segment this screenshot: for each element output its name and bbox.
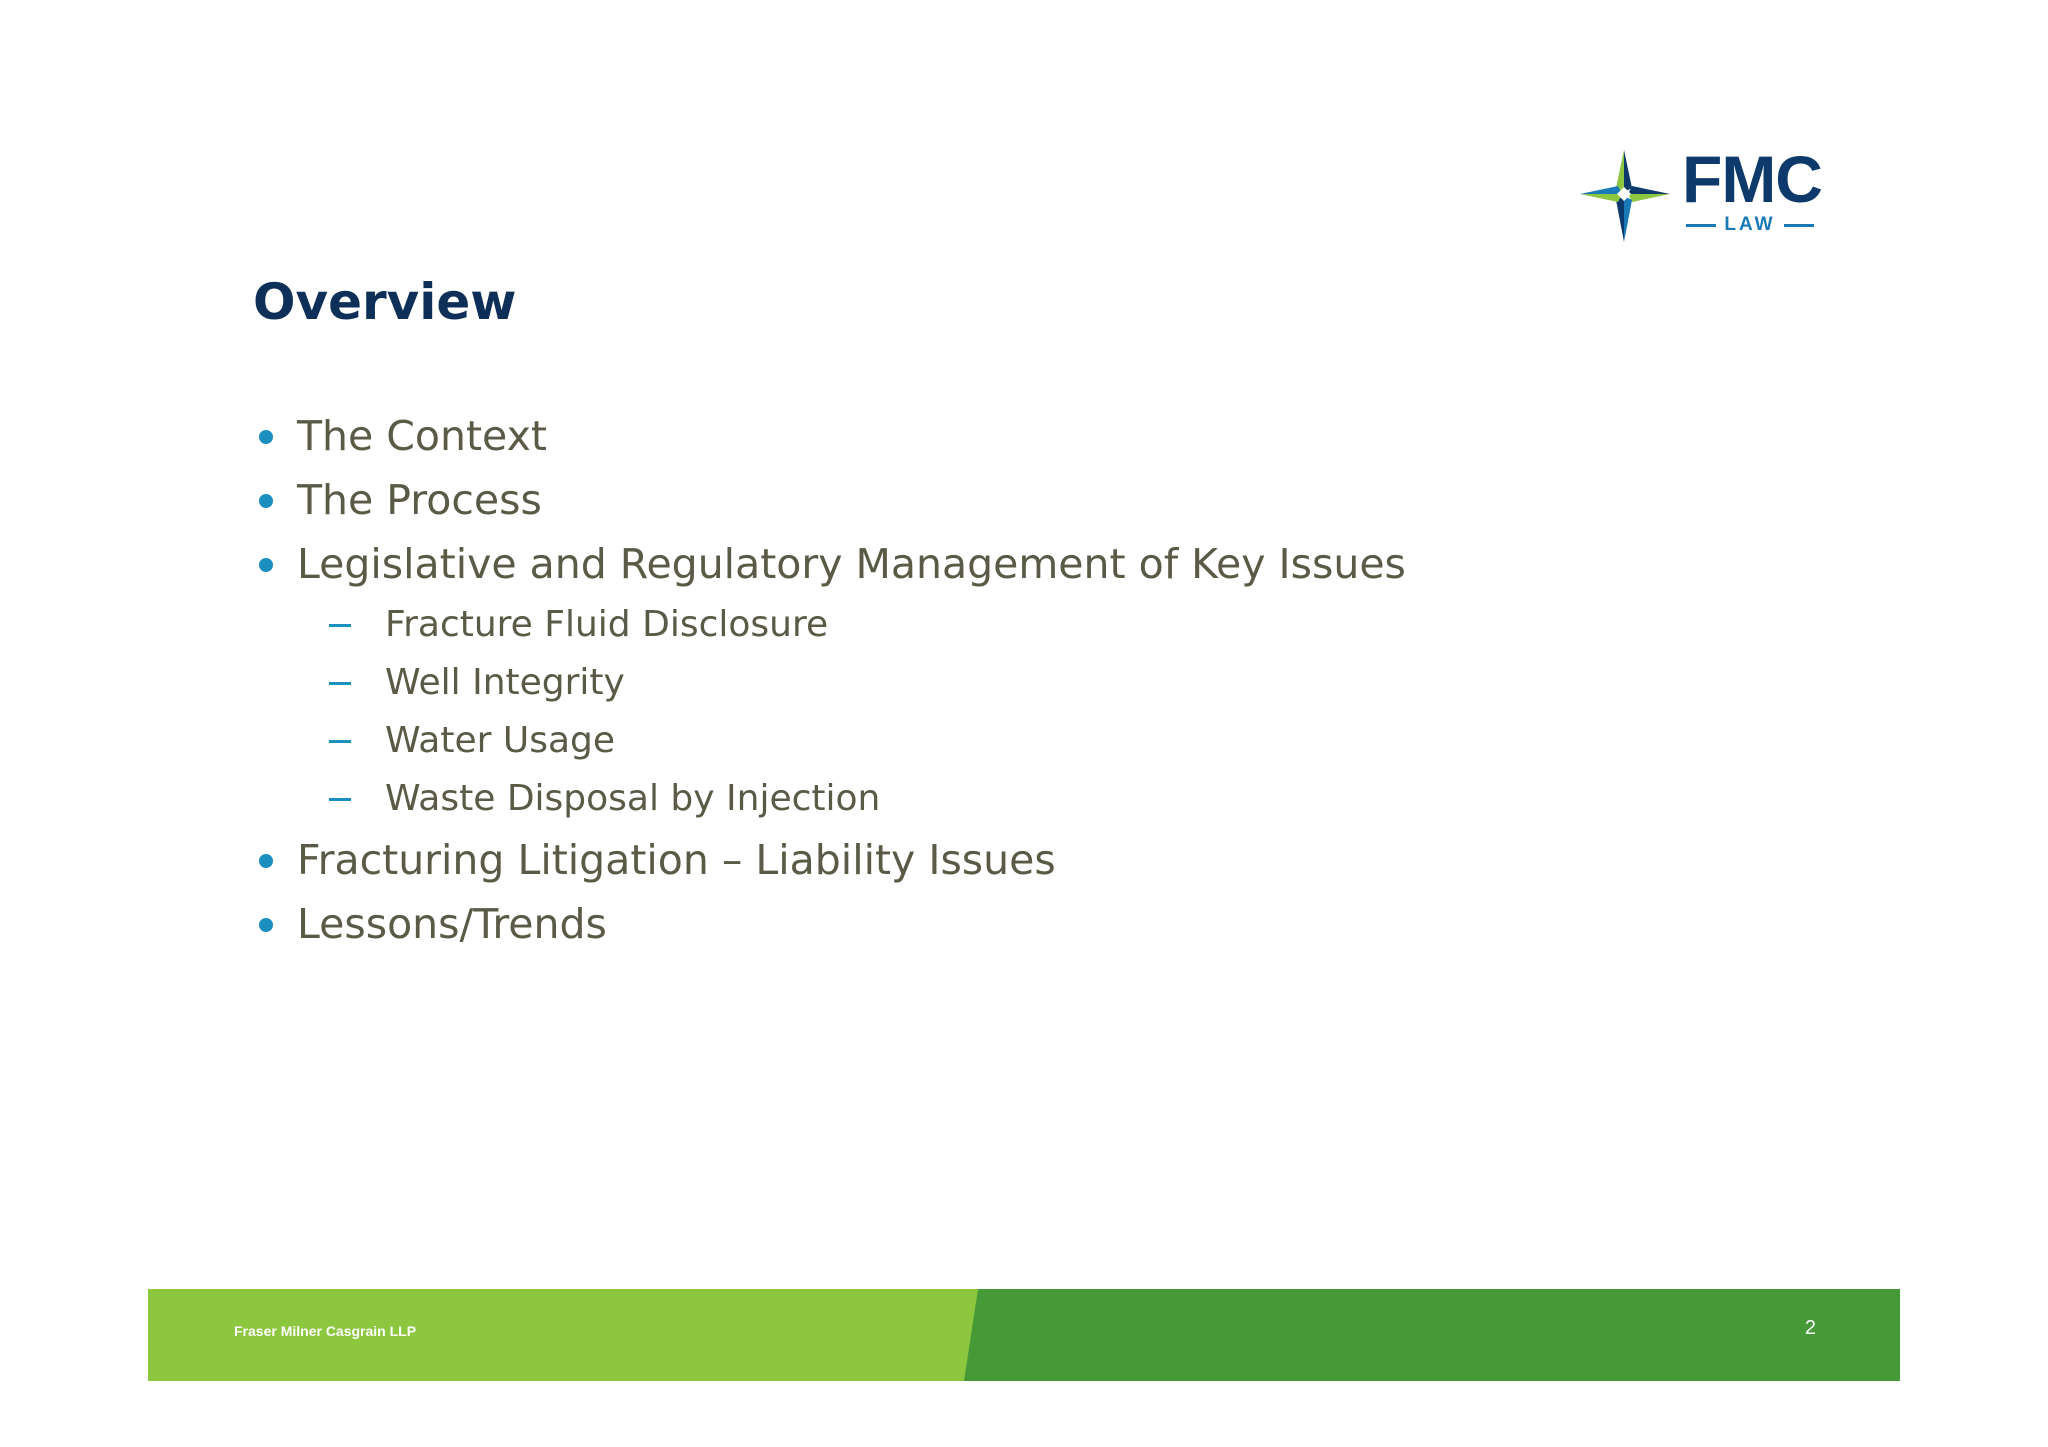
bullet-text: The Process (297, 476, 542, 524)
logo-subtitle (1686, 214, 1814, 236)
page-number: 2 (1804, 1317, 1816, 1339)
bullet-dot-icon (259, 494, 273, 508)
bullet-text: Lessons/Trends (297, 900, 607, 948)
dash-icon (329, 798, 351, 801)
sub-bullet-item (253, 712, 1753, 770)
logo-rule-right (1784, 224, 1814, 227)
bullet-item (253, 404, 1753, 468)
bullet-text: Legislative and Regulatory Management of Key Issues (297, 540, 1406, 588)
bullet-item (253, 892, 1753, 956)
sub-bullet-item (253, 654, 1753, 712)
bullet-text: The Context (297, 412, 547, 460)
sub-bullet-text: Water Usage (385, 720, 616, 761)
dash-icon (329, 740, 351, 743)
bullet-item (253, 828, 1753, 892)
bullet-dot-icon (259, 430, 273, 444)
bullet-item (253, 532, 1753, 596)
bullet-item (253, 468, 1753, 532)
sub-bullet-text: Fracture Fluid Disclosure (385, 604, 829, 645)
four-point-star-icon (1578, 146, 1678, 246)
sub-bullet-item (253, 770, 1753, 828)
dash-icon (329, 682, 351, 685)
footer-firm-name: Fraser Milner Casgrain LLP (234, 1323, 417, 1339)
sub-bullet-item (253, 596, 1753, 654)
bullet-dot-icon (259, 854, 273, 868)
sub-bullet-text: Well Integrity (385, 662, 625, 703)
bullet-list (253, 404, 1753, 956)
slide-title: Overview (253, 273, 517, 331)
bullet-text: Fracturing Litigation – Liability Issues (297, 836, 1056, 884)
logo-rule-left (1686, 224, 1716, 227)
sub-bullet-text: Waste Disposal by Injection (385, 778, 881, 819)
dash-icon (329, 624, 351, 627)
logo-wordmark: FMC (1682, 142, 1822, 216)
fmc-law-logo (1578, 142, 1822, 244)
bullet-dot-icon (259, 558, 273, 572)
bullet-dot-icon (259, 918, 273, 932)
logo-subtitle-text: LAW (1724, 214, 1776, 235)
footer-bar (148, 1289, 1900, 1381)
